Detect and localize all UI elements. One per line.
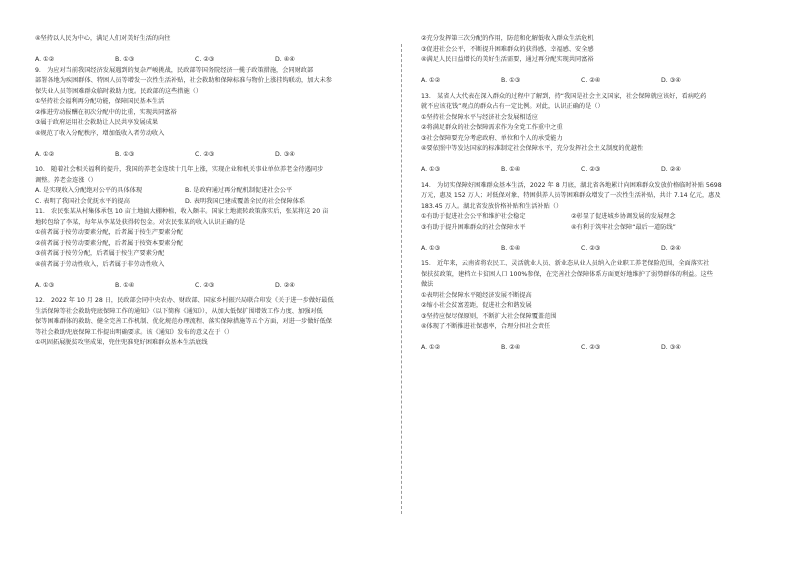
option-line: ④坚持以人民为中心，满足人们对美好生活的向往 <box>35 35 171 42</box>
option-row <box>35 197 387 208</box>
option-b: B. 是政府通过再分配机制促进社会公平 <box>185 187 293 194</box>
answer-d: D. ③④ <box>661 344 681 351</box>
answer-d: D. ②④ <box>661 244 681 252</box>
option-line: ③前者属于按劳分配，后者属于按生产要素分配 <box>35 250 165 257</box>
option-line: ②前者属于按劳动要素分配，后者属于按资本要素分配 <box>35 239 183 247</box>
question-stem: 保等困难群体的救助、健全完善工作机制、优化规范办理流程、落实保障措施等五个方面，对进一步做好低保 <box>35 318 332 325</box>
left-column <box>35 34 387 349</box>
option-line: ①巩固拓展脱贫攻坚成果，兜住兜准兜好困难群众基本生活底线 <box>35 339 208 346</box>
question-stem: 15. 近年来，云南省将农民工、灵活就业人员、新业态从业人员纳入企业职工养老保险范围，全面落实社 <box>421 260 710 267</box>
answer-c: C. ②③ <box>195 150 215 158</box>
answer-d: D. ②④ <box>275 281 295 289</box>
option-a: A. 是实现收入分配绝对公平的具体体现 <box>35 187 143 194</box>
answer-row <box>421 343 771 354</box>
question-stem: 10. 随着社会相关福利的提升，我国的养老金连续十几年上涨，实现企业和机关事业单位养老金待遇同步 <box>35 166 324 173</box>
answer-d: D. ③④ <box>275 150 295 158</box>
question-stem: 13. 某省人大代表在深入群众的过程中了解到，持“我国是社会主义国家，社会保障就应该好，看病吃药 <box>421 92 707 100</box>
option-line: ③属于政府运用社会救助让人民共享发展成果 <box>35 119 159 126</box>
answer-a: A. ①② <box>35 56 55 63</box>
answer-a: A. ①③ <box>421 244 441 252</box>
question-stem: 生活保障等社会救助兜底保障工作的通知》（以下简称《通知》），从加大低保扩围增效工作力度、加强对低 <box>35 307 323 315</box>
option-line: ①表明社会保障水平随经济发展不断提高 <box>421 291 532 299</box>
answer-c: C. ②③ <box>581 166 601 173</box>
question-stem: 万元，惠及 152 万人；对低保对象、特困供养人员等困难群众增发了一次性生活补贴，共计 7.14 亿元，惠及 <box>421 192 721 199</box>
answer-row <box>421 76 771 87</box>
answer-row <box>421 244 771 255</box>
answer-c: C. ②③ <box>195 56 215 63</box>
question-stem: 9. 为应对当前我国经济发展遇到的复杂严峻挑战，民政部等国务院经济一揽子政策措施，会同财政部 <box>35 66 314 74</box>
question-stem: 做法 <box>421 281 434 288</box>
question-stem: 保失业人员等困难群众临时救助力度。民政部的这些措施（） <box>35 87 203 95</box>
option-line: ③促进社会公平，不断提升困难群众的获得感、幸福感、安全感 <box>421 45 594 53</box>
answer-c: C. ②③ <box>195 281 215 289</box>
answer-row <box>421 165 771 176</box>
answer-b: B. ①③ <box>501 77 521 84</box>
column-divider <box>401 44 402 514</box>
option-line: ④要依照中等发达国家的标准制定社会保障水平，充分发挥社会主义制度的优越性 <box>421 145 644 152</box>
answer-a: A. ①② <box>35 150 55 158</box>
answer-row <box>35 281 387 292</box>
question-stem: 等社会救助兜底保障工作提出明确要求。该《通知》发布的意义在于（） <box>35 328 233 336</box>
question-stem: 调整。养老金连涨（） <box>35 176 97 184</box>
option-line: ④满足人民日益增长的美好生活需要，通过再分配实现共同富裕 <box>421 56 594 63</box>
option-line: ②充分发挥第三次分配的作用，防范和化解低收入群众生活危机 <box>421 35 594 42</box>
option-row <box>35 186 387 197</box>
answer-c: C. ②③ <box>581 344 601 351</box>
question-stem: 183.45 万人。湖北省发放价格补贴和生活补贴（） <box>421 202 563 210</box>
answer-b: B. ①④ <box>501 166 521 173</box>
answer-c: C. ②④ <box>581 77 601 84</box>
option-line: ③坚持应保尽保原则，不断扩大社会保障覆盖范围 <box>421 312 557 320</box>
answer-row <box>35 55 387 66</box>
answer-b: B. ①④ <box>501 244 521 252</box>
answer-a: A. ①② <box>421 344 441 351</box>
option-line: ①坚持社会保障水平与经济社会发展相适应 <box>421 113 538 121</box>
answer-b: B. ①③ <box>115 56 135 63</box>
option-line: ②将满足群众的社会保障需求作为全党工作重中之重 <box>421 124 563 131</box>
option-line: ③社会保障要充分考虑政府、单位和个人的承受能力 <box>421 134 563 142</box>
answer-row <box>35 150 387 161</box>
question-stem: 就不应该花钱”观点的群众占有一定比例。对此，认识正确的是（） <box>421 103 604 110</box>
option-line: ④体现了不断推进社保惠率，合理分担社会责任 <box>421 323 551 330</box>
answer-b: B. ①③ <box>115 150 135 158</box>
option-row <box>421 223 771 234</box>
answer-a: A. ①② <box>421 77 441 84</box>
option-4: ④有利于筑牢社会保障“最后一道防线” <box>571 223 676 231</box>
option-line: ②推进劳动报酬在初次分配中的比重，实现共同富裕 <box>35 108 177 116</box>
question-stem: 地转包给了李某，每年从李某处获得转包金。对农民张某的收入认识正确的是 <box>35 218 246 226</box>
option-line: ④规范了收入分配秩序，增加低收入者劳动收入 <box>35 129 165 137</box>
question-stem: 12. 2022 年 10 月 28 日，民政部会同中央农办、财政部、国家乡村振兴局联合印发《关于进一步做好最低 <box>35 297 334 304</box>
option-line: ④前者属于劳动性收入，后者属于非劳动性收入 <box>35 260 165 268</box>
answer-d: D. ②④ <box>661 166 681 173</box>
answer-c: C. ②③ <box>581 244 601 252</box>
option-1: ①有助于促进社会公平和维护社会稳定 <box>421 213 526 220</box>
answer-d: D. ④④ <box>275 56 295 63</box>
option-c: C. 表明了我国社会优抚水平的提高 <box>35 197 130 205</box>
answer-a: A. ①③ <box>35 281 55 289</box>
answer-a: A. ①③ <box>421 166 441 173</box>
question-stem: 部署各地为疾困群体、特困人员等增发一次性生活补贴，社会救助和保障标准与物价上涨挂钩联动，加大未参 <box>35 77 332 84</box>
answer-b: B. ①④ <box>115 281 135 289</box>
question-stem: 11. 农民张某从村集体承包 10 亩土地搞大棚种植，收入颇丰。国家土地流转政策落实后，张某将这 20 亩 <box>35 208 329 215</box>
right-column <box>421 34 771 354</box>
option-line: ①前者属于按劳动要素分配，后者属于按生产要素分配 <box>35 229 183 236</box>
question-stem: 14. 为切实保障好困难群众基本生活，2022 年 8 月底，湖北省各地累计向困难群众发放价格临时补贴 5698 <box>421 181 722 189</box>
option-row <box>421 212 771 223</box>
option-line: ②缩小社会贫富差距，促进社会和谐发展 <box>421 302 532 309</box>
option-d: D. 表明我国已建成覆盖全民的社会保障体系 <box>185 197 306 205</box>
option-3: ③有助于提升困难群众的社会保障水平 <box>421 223 526 231</box>
option-line: ①坚持社会福利再分配功能，保障国民基本生活 <box>35 98 165 105</box>
option-2: ②彰显了促进城乡协调发展的发展理念 <box>571 213 676 220</box>
question-stem: 保扶贫政策，建档立卡贫困人口 100%参保，在完善社会保障体系方面更好地维护了弱势群体的利益。这些 <box>421 270 713 278</box>
answer-b: B. ②④ <box>501 344 521 351</box>
answer-d: D. ③④ <box>661 77 681 84</box>
